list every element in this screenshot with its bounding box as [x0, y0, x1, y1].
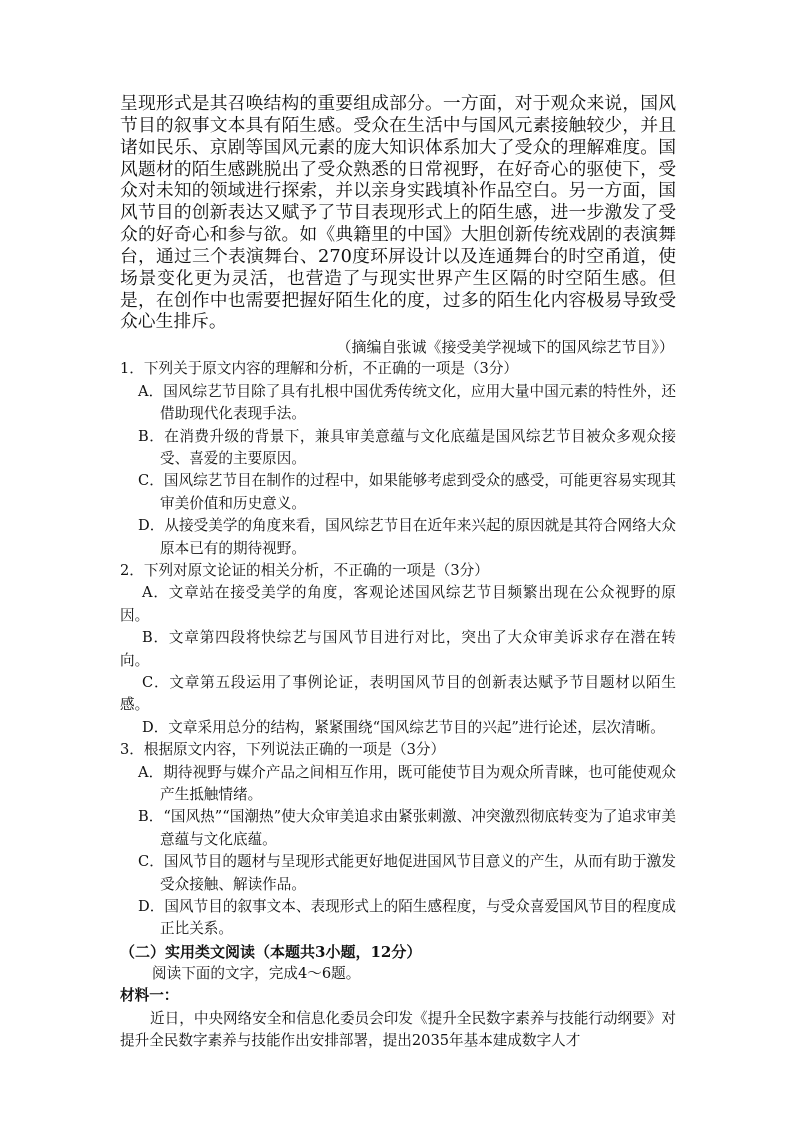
question-1-option-c: C．国风综艺节目在制作的过程中，如果能够考虑到受众的感受，可能更容易实现其审美价值和历史意义。 — [138, 472, 676, 512]
question-2-stem: 2．下列对原文论证的相关分析，不正确的一项是（3分） — [120, 561, 489, 579]
question-3-stem: 3．根据原文内容，下列说法正确的一项是（3分） — [120, 741, 446, 759]
question-2-option-d: D．文章采用总分的结构，紧紧围绕“国风综艺节目的兴起”进行论述，层次清晰。 — [142, 718, 665, 736]
question-1-option-d: D．从接受美学的角度来看，国风综艺节目在近年来兴起的原因就是其符合网络大众原本已有的期待视野。 — [138, 517, 676, 557]
source-note: （摘编自张诚《接受美学视域下的国风综艺节目》） — [336, 338, 674, 357]
question-1-stem: 1．下列关于原文内容的理解和分析，不正确的一项是（3分） — [120, 360, 519, 378]
question-2 — [120, 560, 676, 739]
text-column — [120, 93, 676, 1052]
question-3-option-d: D．国风节目的叙事文本、表现形式上的陌生感程度，与受众喜爱国风节目的程度成正比关系。 — [138, 898, 676, 938]
question-3-option-b: B．“国风热”“国潮热”使大众审美追求由紧张刺激、冲突激烈彻底转变为了追求审美意蕴与文化底蕴。 — [138, 808, 676, 848]
question-1-option-b: B．在消费升级的背景下，兼具审美意蕴与文化底蕴是国风综艺节目被众多观众接受、喜爱的主要原因。 — [138, 427, 676, 467]
question-3-option-c: C．国风节目的题材与呈现形式能更好地促进国风节目意义的产生，从而有助于激发受众接触、解读作品。 — [138, 853, 676, 893]
question-3 — [120, 739, 676, 941]
question-1 — [120, 358, 676, 560]
question-1-option-a: A．国风综艺节目除了具有扎根中国优秀传统文化，应用大量中国元素的特性外，还借助现代化表现手法。 — [138, 382, 676, 423]
question-2-option-c: C．文章第五段运用了事例论证，表明国风节目的创新表达赋予节目题材以陌生感。 — [120, 673, 676, 714]
material-text: 近日，中央网络安全和信息化委员会印发《提升全民数字素养与技能行动纲要》对提升全民数字素养与技能作出安排部署，提出2035年基本建成数字人才 — [120, 1009, 676, 1050]
material-label: 材料一： — [120, 987, 179, 1005]
question-3-option-a: A．期待视野与媒介产品之间相互作用，既可能使节目为观众所青睐，也可能使观众产生抵触情绪。 — [138, 763, 676, 803]
section-2 — [120, 941, 676, 1053]
question-2-option-a: A．文章站在接受美学的角度，客观论述国风综艺节目频繁出现在公众视野的原因。 — [120, 584, 676, 624]
question-2-option-b: B．文章第四段将快综艺与国风节目进行对比，突出了大众审美诉求存在潜在转向。 — [120, 629, 676, 669]
section-2-instruction: 阅读下面的文字，完成4～6题。 — [152, 964, 361, 982]
section-2-heading: （二）实用类文阅读（本题共3小题，12分） — [120, 942, 422, 961]
passage-paragraph: 呈现形式是其召唤结构的重要组成部分。一方面，对于观众来说，国风节目的叙事文本具有陌生感。受众在生活中与国风元素接触较少，并且诸如民乐、京剧等国风元素的庞大知识体系加大了受众的理解难度。国风题材的陌生感跳脱出了受众熟悉的日常视野，在好奇心的驱使下，受众对未知的领域进行探索，并以亲身实践填补作品空白。另一方面，国风节目的创新表达又赋予了节目表现形式上的陌生感，进一步激发了受众的好奇心和参与欲。如《典籍里的中国》大胆创新传统戏剧的表演舞台，通过三个表演舞台、270度环屏设计以及连通舞台的时空甬道，使场景变化更为灵活，也营造了与现实世界产生区隔的时空陌生感。但是，在创作中也需要把握好陌生化的度，过多的陌生化内容极易导致受众心生排斥。 — [120, 93, 676, 333]
